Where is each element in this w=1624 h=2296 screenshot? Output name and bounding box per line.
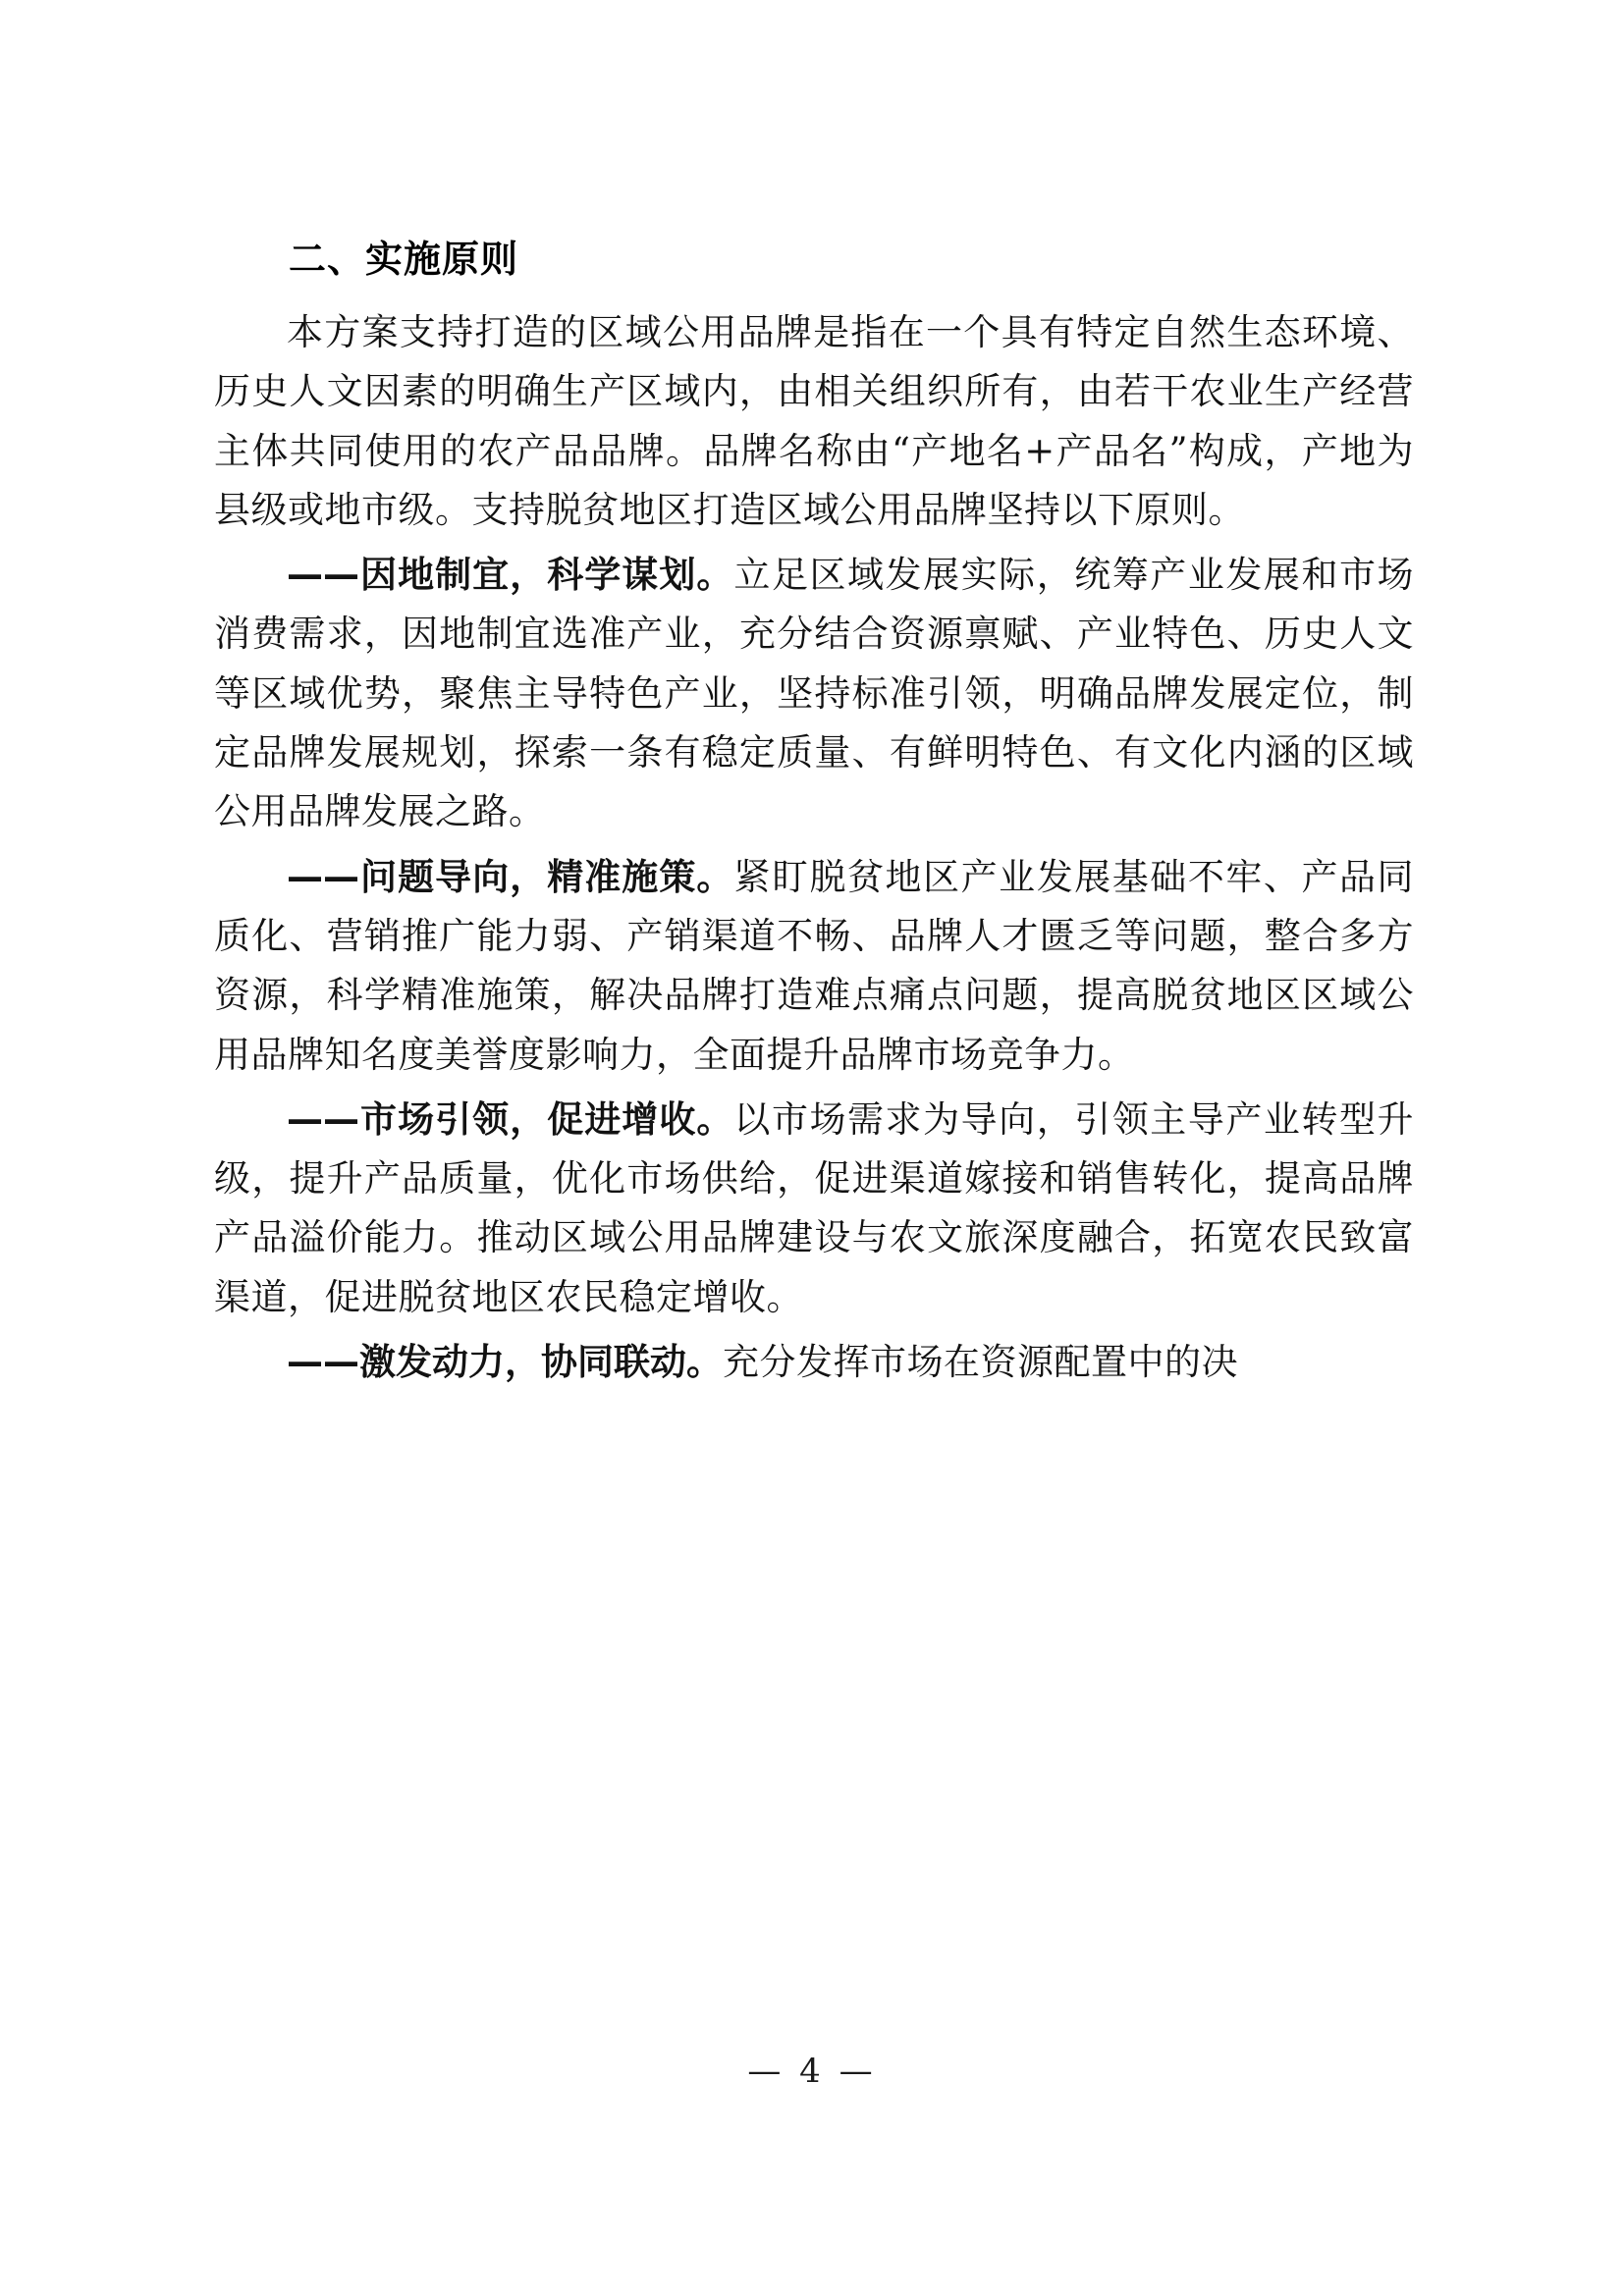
paragraph-principle-3 — [214, 1091, 1414, 1327]
page-number: — 4 — — [747, 2052, 877, 2091]
principle-1-text: 立足区域发展实际，统筹产业发展和市场消费需求，因地制宜选准产业，充分结合资源禀赋、产业特色、历史人文等区域优势，聚焦主导特色产业，坚持标准引领，明确品牌发展定位，制定品牌发展规划，探索一条有稳定质量、有鲜明特色、有文化内涵的区域公用品牌发展之路。 — [214, 554, 1415, 833]
paragraph-principle-1 — [214, 546, 1414, 841]
paragraph-principle-4 — [214, 1333, 1414, 1392]
principle-4-lead: ——激发动力，协同联动。 — [287, 1341, 723, 1384]
section-heading: 二、实施原则 — [289, 238, 519, 281]
paragraph-intro-text: 本方案支持打造的区域公用品牌是指在一个具有特定自然生态环境、历史人文因素的明确生产区域内，由相关组织所有，由若干农业生产经营主体共同使用的农产品品牌。品牌名称由“产地名+产品名”构成，产地为县级或地市级。支持脱贫地区打造区域公用品牌坚持以下原则。 — [214, 311, 1414, 531]
principle-4-text: 充分发挥市场在资源配置中的决 — [723, 1341, 1238, 1384]
page-footer — [0, 2052, 1624, 2091]
principle-3-lead: ——市场引领，促进增收。 — [287, 1097, 734, 1141]
page-content — [214, 240, 1414, 1398]
principle-2-text: 紧盯脱贫地区产业发展基础不牢、产品同质化、营销推广能力弱、产销渠道不畅、品牌人才匮乏等问题，整合多方资源，科学精准施策，解决品牌打造难点痛点问题，提高脱贫地区区域公用品牌知名度美誉度影响力，全面提升品牌市场竞争力。 — [214, 855, 1415, 1076]
principle-1-lead: ——因地制宜，科学谋划。 — [287, 554, 734, 597]
paragraph-principle-2 — [214, 848, 1414, 1085]
principle-3-text: 以市场需求为导向，引领主导产业转型升级，提升产品质量，优化市场供给，促进渠道嫁接和销售转化，提高品牌产品溢价能力。推动区域公用品牌建设与农文旅深度融合，拓宽农民致富渠道，促进脱贫地区农民稳定增收。 — [214, 1097, 1415, 1318]
paragraph-intro — [214, 303, 1414, 540]
principle-2-lead: ——问题导向，精准施策。 — [287, 855, 734, 898]
